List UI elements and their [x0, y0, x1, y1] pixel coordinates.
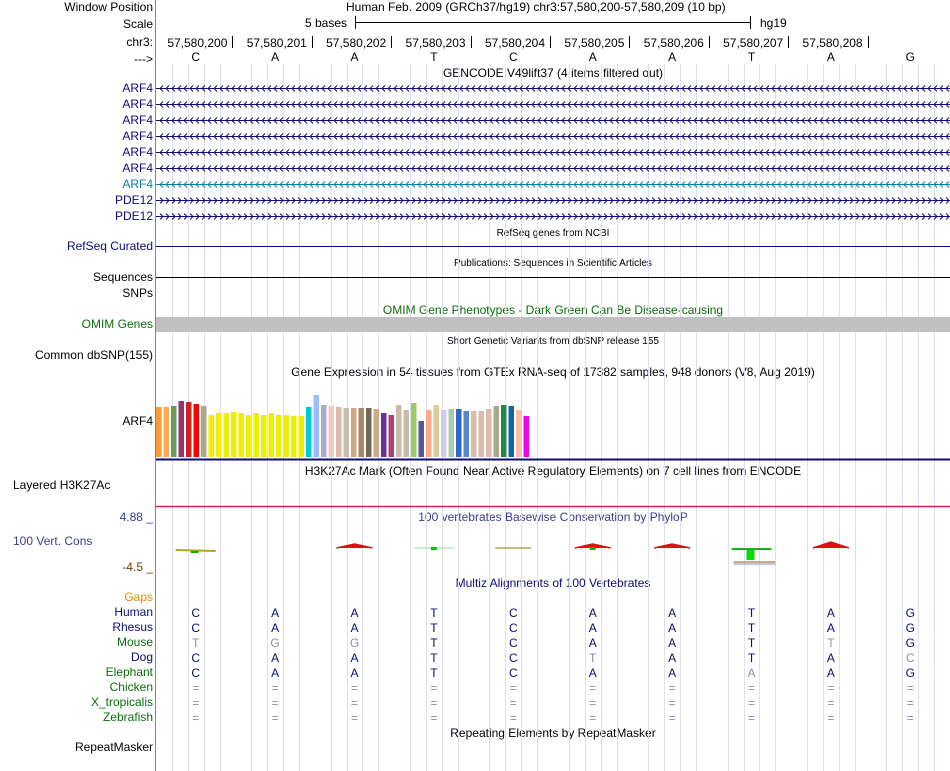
snps-label[interactable]: SNPs	[122, 286, 153, 300]
multiz-aligned-base: A	[588, 606, 597, 620]
gtex-tissue-bar[interactable]	[224, 413, 230, 457]
multiz-aligned-base: =	[430, 696, 438, 710]
multiz-aligned-base: A	[826, 666, 835, 680]
reference-base: T	[747, 50, 756, 64]
gtex-tissue-bar[interactable]	[434, 405, 440, 457]
gencode-gene-label[interactable]: ARF4	[122, 81, 153, 95]
phylop-negative-mark	[431, 547, 437, 550]
multiz-aligned-base: =	[271, 711, 279, 725]
refseq-track-title[interactable]: RefSeq genes from NCBI	[496, 228, 610, 239]
reference-base: A	[271, 50, 280, 64]
multiz-species-label[interactable]: Dog	[130, 650, 153, 664]
gencode-track-title[interactable]: GENCODE V49lift37 (4 items filtered out)	[442, 66, 664, 80]
multiz-gaps-label: Gaps	[124, 590, 153, 604]
multiz-aligned-base: =	[827, 696, 835, 710]
gtex-tissue-bar[interactable]	[524, 416, 530, 457]
gtex-tissue-bar[interactable]	[449, 409, 455, 457]
reference-base: A	[826, 50, 835, 64]
gtex-tissue-bar[interactable]	[239, 413, 245, 457]
multiz-species-label[interactable]: Human	[114, 605, 153, 619]
reference-base: C	[508, 50, 518, 64]
multiz-aligned-base: A	[668, 606, 677, 620]
multiz-aligned-base: A	[350, 621, 359, 635]
phylop-negative-mark	[191, 551, 199, 553]
multiz-aligned-base: =	[350, 681, 359, 695]
multiz-aligned-base: C	[508, 606, 518, 620]
multiz-aligned-base: C	[508, 666, 518, 680]
multiz-aligned-base: =	[589, 711, 597, 725]
multiz-aligned-base: =	[668, 696, 676, 710]
gtex-tissue-bar[interactable]	[486, 409, 492, 457]
gtex-tissue-bar[interactable]	[231, 412, 237, 457]
gtex-tissue-bar[interactable]	[314, 395, 320, 457]
gtex-tissue-bar[interactable]	[269, 413, 275, 457]
multiz-aligned-base: A	[350, 666, 359, 680]
phylop-max-label: 4.88 _	[119, 510, 153, 524]
chrom-label: chr3:	[126, 35, 153, 49]
multiz-aligned-base: A	[826, 606, 835, 620]
multiz-species-label[interactable]: Mouse	[116, 635, 153, 649]
multiz-aligned-base: =	[509, 681, 517, 695]
multiz-aligned-base: G	[905, 666, 915, 680]
multiz-aligned-base: =	[827, 711, 835, 725]
multiz-aligned-base: =	[747, 696, 756, 710]
gencode-gene-label[interactable]: ARF4	[122, 129, 153, 143]
window-position-value: Human Feb. 2009 (GRCh37/hg19) chr3:57,580,200-57,580,209 (10 bp)	[346, 0, 726, 14]
gtex-tissue-bar[interactable]	[509, 406, 515, 457]
ruler-coordinate: 57,580,200	[167, 36, 228, 50]
gtex-tissue-bar[interactable]	[404, 410, 410, 457]
phylop-negative-mark	[590, 547, 596, 550]
multiz-aligned-base: =	[589, 681, 597, 695]
multiz-aligned-base: =	[906, 696, 914, 710]
multiz-aligned-base: =	[509, 711, 517, 725]
multiz-aligned-base: A	[350, 606, 359, 620]
gtex-tissue-bar[interactable]	[344, 408, 350, 457]
multiz-aligned-base: T	[747, 651, 756, 665]
gtex-track-title[interactable]: Gene Expression in 54 tissues from GTEx RNA-seq of 17382 samples, 948 donors (V8, Aug 2019)	[291, 365, 815, 379]
multiz-aligned-base: A	[588, 636, 597, 650]
gencode-gene-label[interactable]: ARF4	[122, 177, 153, 191]
gtex-tissue-bar[interactable]	[306, 407, 312, 457]
dbsnp-track-title[interactable]: Short Genetic Variants from dbSNP release 155	[447, 336, 659, 347]
reference-base: A	[668, 50, 677, 64]
gtex-tissue-bar[interactable]	[479, 411, 485, 457]
multiz-aligned-base: A	[588, 666, 597, 680]
window-position-label: Window Position	[64, 0, 153, 14]
gtex-label[interactable]: ARF4	[122, 414, 153, 428]
phylop-conservation-peak[interactable]	[337, 544, 373, 548]
multiz-aligned-base: =	[271, 681, 279, 695]
reference-base: T	[430, 50, 438, 64]
multiz-aligned-base: =	[271, 696, 279, 710]
multiz-aligned-base: =	[430, 711, 438, 725]
multiz-track-title[interactable]: Multiz Alignments of 100 Vertebrates	[455, 576, 651, 590]
multiz-aligned-base: T	[192, 636, 200, 650]
multiz-species-label[interactable]: X_tropicalis	[90, 695, 153, 709]
gtex-tissue-bar[interactable]	[329, 406, 335, 457]
multiz-aligned-base: =	[350, 711, 359, 725]
gtex-tissue-bar[interactable]	[291, 416, 297, 457]
gtex-tissue-bar[interactable]	[216, 413, 222, 457]
multiz-aligned-base: C	[191, 651, 201, 665]
repeatmasker-track-title[interactable]: Repeating Elements by RepeatMasker	[450, 726, 656, 740]
multiz-aligned-base: T	[430, 621, 438, 635]
gencode-gene-label[interactable]: PDE12	[114, 209, 153, 223]
phylop-label[interactable]: 100 Vert. Cons	[13, 534, 93, 548]
gtex-tissue-bar[interactable]	[186, 402, 192, 457]
phylop-negative-mark	[747, 550, 755, 560]
gtex-tissue-bar[interactable]	[471, 411, 477, 457]
multiz-aligned-base: C	[508, 621, 518, 635]
reference-base: A	[588, 50, 597, 64]
multiz-aligned-base: G	[349, 636, 360, 650]
omim-track-title[interactable]: OMIM Gene Phenotypes - Dark Green Can Be Disease-causing	[382, 303, 724, 317]
multiz-aligned-base: T	[747, 636, 756, 650]
multiz-aligned-base: T	[430, 636, 438, 650]
gtex-tissue-bar[interactable]	[389, 415, 395, 457]
multiz-aligned-base: A	[668, 636, 677, 650]
gtex-tissue-bar[interactable]	[299, 416, 305, 457]
refseq-label[interactable]: RefSeq Curated	[66, 239, 153, 253]
multiz-aligned-base: =	[192, 711, 200, 725]
multiz-species-label[interactable]: Rhesus	[112, 620, 153, 634]
gencode-gene-label[interactable]: PDE12	[114, 193, 153, 207]
multiz-aligned-base: C	[191, 666, 201, 680]
multiz-species-label[interactable]: Elephant	[105, 665, 153, 679]
gtex-tissue-bar[interactable]	[441, 410, 447, 457]
gencode-gene-label[interactable]: ARF4	[122, 97, 153, 111]
scale-label: Scale	[122, 17, 153, 31]
multiz-aligned-base: =	[668, 681, 676, 695]
reference-base: G	[905, 50, 915, 64]
gtex-tissue-bar[interactable]	[456, 409, 462, 457]
multiz-aligned-base: T	[430, 651, 438, 665]
multiz-aligned-base: C	[191, 606, 201, 620]
gtex-tissue-bar[interactable]	[276, 415, 282, 457]
ruler-coordinate: 57,580,205	[564, 36, 625, 50]
gencode-gene-label[interactable]: ARF4	[122, 161, 153, 175]
multiz-aligned-base: A	[668, 651, 677, 665]
h3k27ac-track-title[interactable]: H3K27Ac Mark (Often Found Near Active Regulatory Elements) on 7 cell lines from ENCODE	[304, 464, 802, 478]
multiz-aligned-base: C	[508, 636, 518, 650]
multiz-aligned-base: =	[827, 681, 835, 695]
omim-label[interactable]: OMIM Genes	[81, 317, 153, 331]
publications-track-title[interactable]: Publications: Sequences in Scientific Articles	[454, 258, 652, 269]
gtex-tissue-bar[interactable]	[254, 413, 260, 457]
gtex-tissue-bar[interactable]	[359, 408, 365, 457]
gtex-tissue-bar[interactable]	[374, 409, 380, 457]
gtex-tissue-bar[interactable]	[179, 401, 185, 457]
multiz-species-label[interactable]: Zebrafish	[102, 710, 153, 724]
multiz-aligned-base: A	[271, 621, 280, 635]
multiz-aligned-base: A	[588, 621, 597, 635]
gtex-tissue-bar[interactable]	[426, 410, 432, 457]
multiz-aligned-base: =	[906, 681, 914, 695]
gtex-tissue-bar[interactable]	[284, 415, 290, 457]
multiz-aligned-base: A	[826, 621, 835, 635]
ruler-coordinate: 57,580,201	[246, 36, 307, 50]
phylop-conservation-peak[interactable]	[813, 542, 849, 548]
gtex-tissue-bar[interactable]	[164, 407, 170, 457]
gtex-tissue-bar[interactable]	[396, 405, 402, 457]
multiz-aligned-base: A	[271, 651, 280, 665]
gencode-gene-label[interactable]: ARF4	[122, 113, 153, 127]
multiz-aligned-base: =	[430, 681, 438, 695]
scale-assembly: hg19	[760, 16, 787, 30]
gtex-tissue-bar[interactable]	[351, 408, 357, 457]
gtex-tissue-bar[interactable]	[411, 403, 417, 457]
phylop-min-label: -4.5 _	[122, 560, 153, 574]
gtex-tissue-bar[interactable]	[321, 405, 327, 457]
gtex-tissue-bar[interactable]	[246, 415, 252, 457]
multiz-aligned-base: G	[905, 621, 915, 635]
multiz-species-label[interactable]: Chicken	[109, 680, 153, 694]
phylop-conservation-peak[interactable]	[654, 544, 690, 548]
gtex-tissue-bar[interactable]	[501, 405, 507, 457]
gtex-tissue-bar[interactable]	[201, 406, 207, 457]
gencode-gene-label[interactable]: ARF4	[122, 145, 153, 159]
dbsnp-label[interactable]: Common dbSNP(155)	[34, 348, 153, 362]
ruler-coordinate: 57,580,203	[405, 36, 466, 50]
multiz-aligned-base: T	[430, 606, 438, 620]
ruler-coordinate: 57,580,202	[326, 36, 387, 50]
multiz-aligned-base: G	[905, 606, 915, 620]
repeatmasker-label[interactable]: RepeatMasker	[74, 740, 153, 754]
multiz-aligned-base: C	[508, 651, 518, 665]
multiz-aligned-base: T	[589, 651, 597, 665]
gtex-tissue-bar[interactable]	[419, 421, 425, 457]
scale-text: 5 bases	[305, 16, 348, 30]
publications-label[interactable]: Sequences	[92, 270, 153, 284]
h3k27ac-label[interactable]: Layered H3K27Ac	[13, 478, 111, 492]
multiz-aligned-base: =	[589, 696, 597, 710]
multiz-aligned-base: A	[271, 606, 280, 620]
multiz-aligned-base: G	[905, 636, 915, 650]
multiz-aligned-base: A	[271, 666, 280, 680]
phylop-track-title[interactable]: 100 vertebrates Basewise Conservation by PhyloP	[418, 510, 688, 524]
multiz-aligned-base: G	[270, 636, 280, 650]
ruler-coordinate: 57,580,208	[802, 36, 863, 50]
multiz-aligned-base: T	[430, 666, 438, 680]
ruler-coordinate: 57,580,207	[723, 36, 784, 50]
multiz-aligned-base: T	[747, 606, 756, 620]
multiz-aligned-base: =	[747, 711, 756, 725]
gtex-tissue-bar[interactable]	[366, 408, 372, 457]
multiz-aligned-base: =	[906, 711, 914, 725]
ruler-coordinate: 57,580,204	[484, 36, 545, 50]
reference-base: A	[350, 50, 359, 64]
multiz-aligned-base: =	[509, 696, 517, 710]
gtex-tissue-bar[interactable]	[171, 406, 177, 457]
multiz-aligned-base: =	[192, 681, 200, 695]
gtex-tissue-bar[interactable]	[336, 407, 342, 457]
multiz-aligned-base: A	[668, 666, 677, 680]
gtex-tissue-bar[interactable]	[494, 406, 500, 457]
multiz-aligned-base: T	[827, 636, 835, 650]
multiz-aligned-base: C	[905, 651, 915, 665]
gtex-tissue-bar[interactable]	[209, 415, 215, 457]
gtex-tissue-bar[interactable]	[156, 407, 162, 457]
multiz-aligned-base: A	[826, 651, 835, 665]
strand-label: --->	[134, 52, 153, 66]
reference-base: C	[191, 50, 201, 64]
gtex-tissue-bar[interactable]	[261, 415, 267, 457]
multiz-aligned-base: A	[350, 651, 359, 665]
phylop-score[interactable]	[176, 550, 216, 551]
multiz-aligned-base: C	[191, 621, 201, 635]
multiz-aligned-base: A	[747, 666, 756, 680]
gtex-tissue-bar[interactable]	[194, 404, 200, 457]
multiz-aligned-base: =	[350, 696, 359, 710]
gtex-tissue-bar[interactable]	[516, 410, 522, 457]
ruler-coordinate: 57,580,206	[643, 36, 704, 50]
gtex-tissue-bar[interactable]	[381, 413, 387, 457]
multiz-aligned-base: A	[668, 621, 677, 635]
omim-bar[interactable]	[156, 317, 950, 332]
multiz-aligned-base: =	[192, 696, 200, 710]
gtex-tissue-bar[interactable]	[464, 411, 470, 457]
multiz-aligned-base: =	[668, 711, 676, 725]
multiz-aligned-base: =	[747, 681, 756, 695]
multiz-aligned-base: T	[747, 621, 756, 635]
